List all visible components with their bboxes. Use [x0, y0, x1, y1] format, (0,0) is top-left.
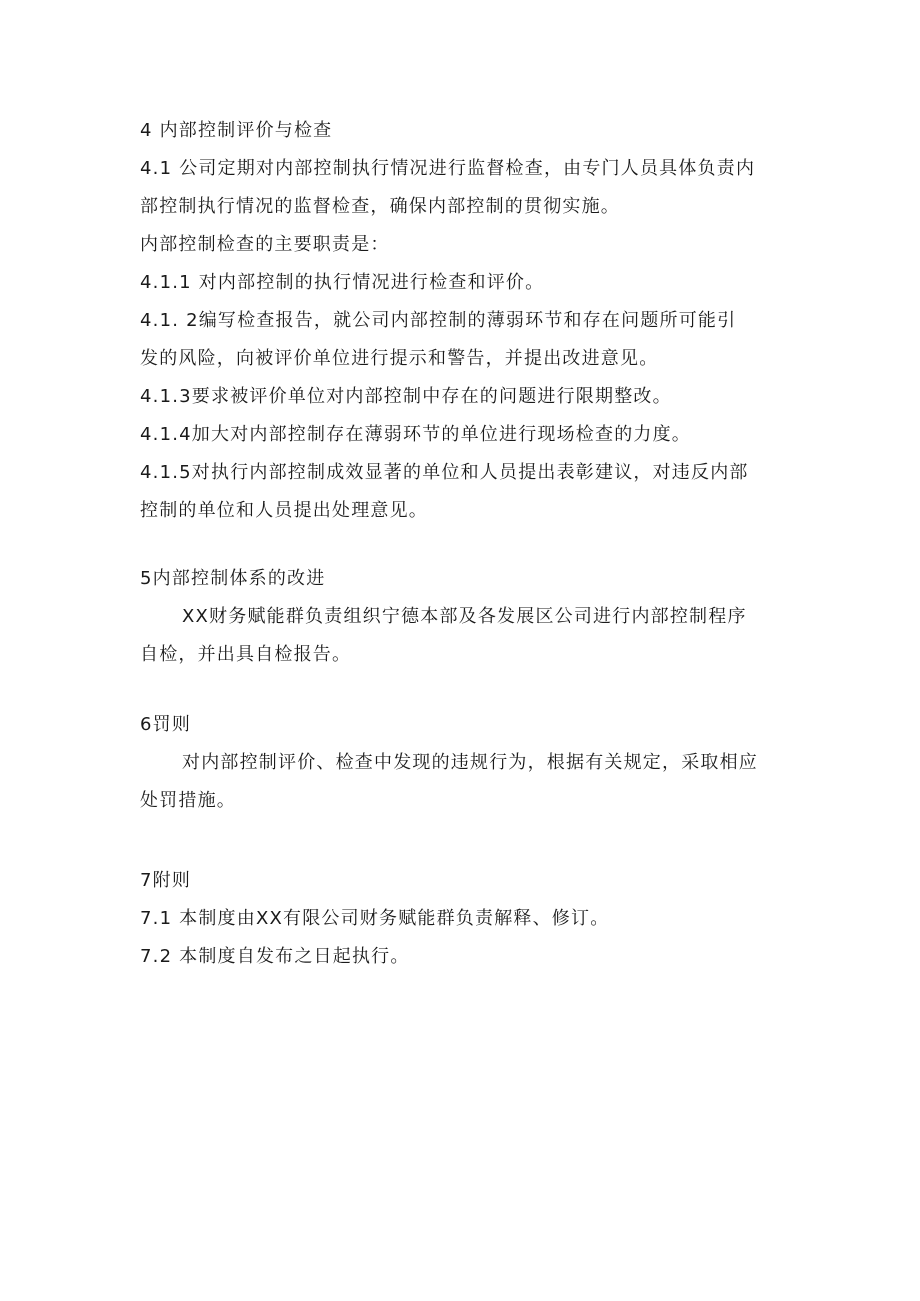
section-5-heading: 5内部控制体系的改进: [140, 568, 326, 589]
section-5-para-line-1: XX财务赋能群负责组织宁德本部及各发展区公司进行内部控制程序: [182, 606, 747, 627]
clause-4-1-3: 4.1.3要求被评价单位对内部控制中存在的问题进行限期整改。: [140, 386, 672, 407]
clause-4-1-5-line-2: 控制的单位和人员提出处理意见。: [140, 500, 428, 521]
section-6-para-line-1: 对内部控制评价、检查中发现的违规行为，根据有关规定，采取相应: [182, 752, 758, 773]
section-5-para-line-2: 自检，并出具自检报告。: [140, 644, 352, 665]
clause-4-1-line-1: 4.1 公司定期对内部控制执行情况进行监督检查，由专门人员具体负责内: [140, 158, 756, 179]
clause-4-1-line-2: 部控制执行情况的监督检查，确保内部控制的贯彻实施。: [140, 196, 620, 217]
section-6-para-line-2: 处罚措施。: [140, 790, 236, 811]
clause-4-1-5-line-1: 4.1.5对执行内部控制成效显著的单位和人员提出表彰建议，对违反内部: [140, 462, 749, 483]
section-6-heading: 6罚则: [140, 714, 192, 735]
duties-intro: 内部控制检查的主要职责是：: [140, 234, 390, 255]
clause-4-1-4: 4.1.4加大对内部控制存在薄弱环节的单位进行现场检查的力度。: [140, 424, 691, 445]
section-4-heading: 4 内部控制评价与检查: [140, 120, 333, 141]
section-7-heading: 7附则: [140, 870, 192, 891]
clause-7-1: 7.1 本制度由XX有限公司财务赋能群负责解释、修订。: [140, 908, 610, 929]
clause-4-1-2-line-1: 4.1. 2编写检查报告，就公司内部控制的薄弱环节和存在问题所可能引: [140, 310, 737, 331]
clause-4-1-2-line-2: 发的风险，向被评价单位进行提示和警告，并提出改进意见。: [140, 348, 659, 369]
clause-7-2: 7.2 本制度自发布之日起执行。: [140, 946, 410, 967]
clause-4-1-1: 4.1.1 对内部控制的执行情况进行检查和评价。: [140, 272, 545, 293]
